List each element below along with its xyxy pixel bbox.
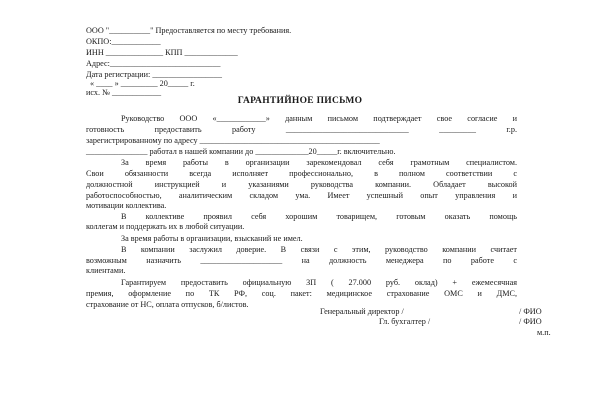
paragraph-4-line-1: За время работы в организации, взысканий не имел.: [121, 234, 303, 243]
paragraph-6-line-1: Гарантируем предоставить официальную ЗП ( 27.000 руб. оклад) + ежемесячная: [121, 278, 517, 287]
paragraph-1-line-1: Руководство ООО «____________» данным письмом подтверждает свое согласие и: [121, 114, 517, 123]
accountant-fio: / ФИО: [519, 317, 542, 326]
paragraph-2-line-3: должностной инструкцией и указаниями руководства компании. Обладает высокой: [86, 180, 517, 189]
okpo-line: ОКПО:____________: [86, 37, 161, 46]
paragraph-6-line-3: страхование от НС, оплата отпусков, б/листов.: [86, 300, 249, 309]
org-name-line: ООО "__________" Предоставляется по месту требования.: [86, 26, 292, 35]
paragraph-5-line-3: клиентами.: [86, 266, 126, 275]
paragraph-3-line-1: В коллективе проявил себя хорошим товарищем, готовым оказать помощь: [121, 212, 517, 221]
paragraph-2-line-1: За время работы в организации зарекомендовал себя грамотным специалистом.: [121, 158, 517, 167]
paragraph-5-line-1: В компании заслужил доверие. В связи с этим, руководство компании считает: [121, 245, 517, 254]
paragraph-2-line-2: Свои обязанности всегда исполняет профессионально, в полном соответствии с: [86, 169, 517, 178]
paragraph-1-line-3: зарегистрированному по адресу ____________________________________________: [86, 136, 380, 145]
paragraph-2-line-4: работоспособностью, аналитическим складом ума. Имеет успешный опыт управления и: [86, 191, 517, 200]
director-fio: / ФИО: [519, 307, 542, 316]
address-line: Адрес:___________________________: [86, 59, 221, 68]
paragraph-3-line-2: коллегам и поддержать их в любой ситуации.: [86, 222, 245, 231]
paragraph-1-line-2: готовность предоставить работу ______________________________ _________ г.р.: [86, 125, 517, 134]
stamp-placeholder: м.п.: [537, 328, 551, 337]
paragraph-1-line-4: _______________ работал в нашей компании до _____________20_____г. включительно.: [86, 147, 396, 156]
director-signature-label: Генеральный директор /: [320, 307, 404, 316]
paragraph-5-line-2: возможным назначить ____________________ на должность менеджера по работе с: [86, 256, 517, 265]
accountant-signature-label: Гл. бухгалтер /: [379, 317, 431, 326]
paragraph-2-line-5: мотивации коллектива.: [86, 201, 167, 210]
date-line: « ____ » _________ 20_____ г.: [90, 79, 195, 88]
outgoing-number-line: исх. № ____________: [86, 88, 162, 97]
registration-date-line: Дата регистрации: _________________: [86, 70, 222, 79]
inn-kpp-line: ИНН ______________ КПП _____________: [86, 48, 238, 57]
paragraph-6-line-2: премия, оформление по ТК РФ, соц. пакет: медицинское страхование ОМС и ДМС,: [86, 289, 517, 298]
letter-title: ГАРАНТИЙНОЕ ПИСЬМО: [237, 96, 363, 106]
